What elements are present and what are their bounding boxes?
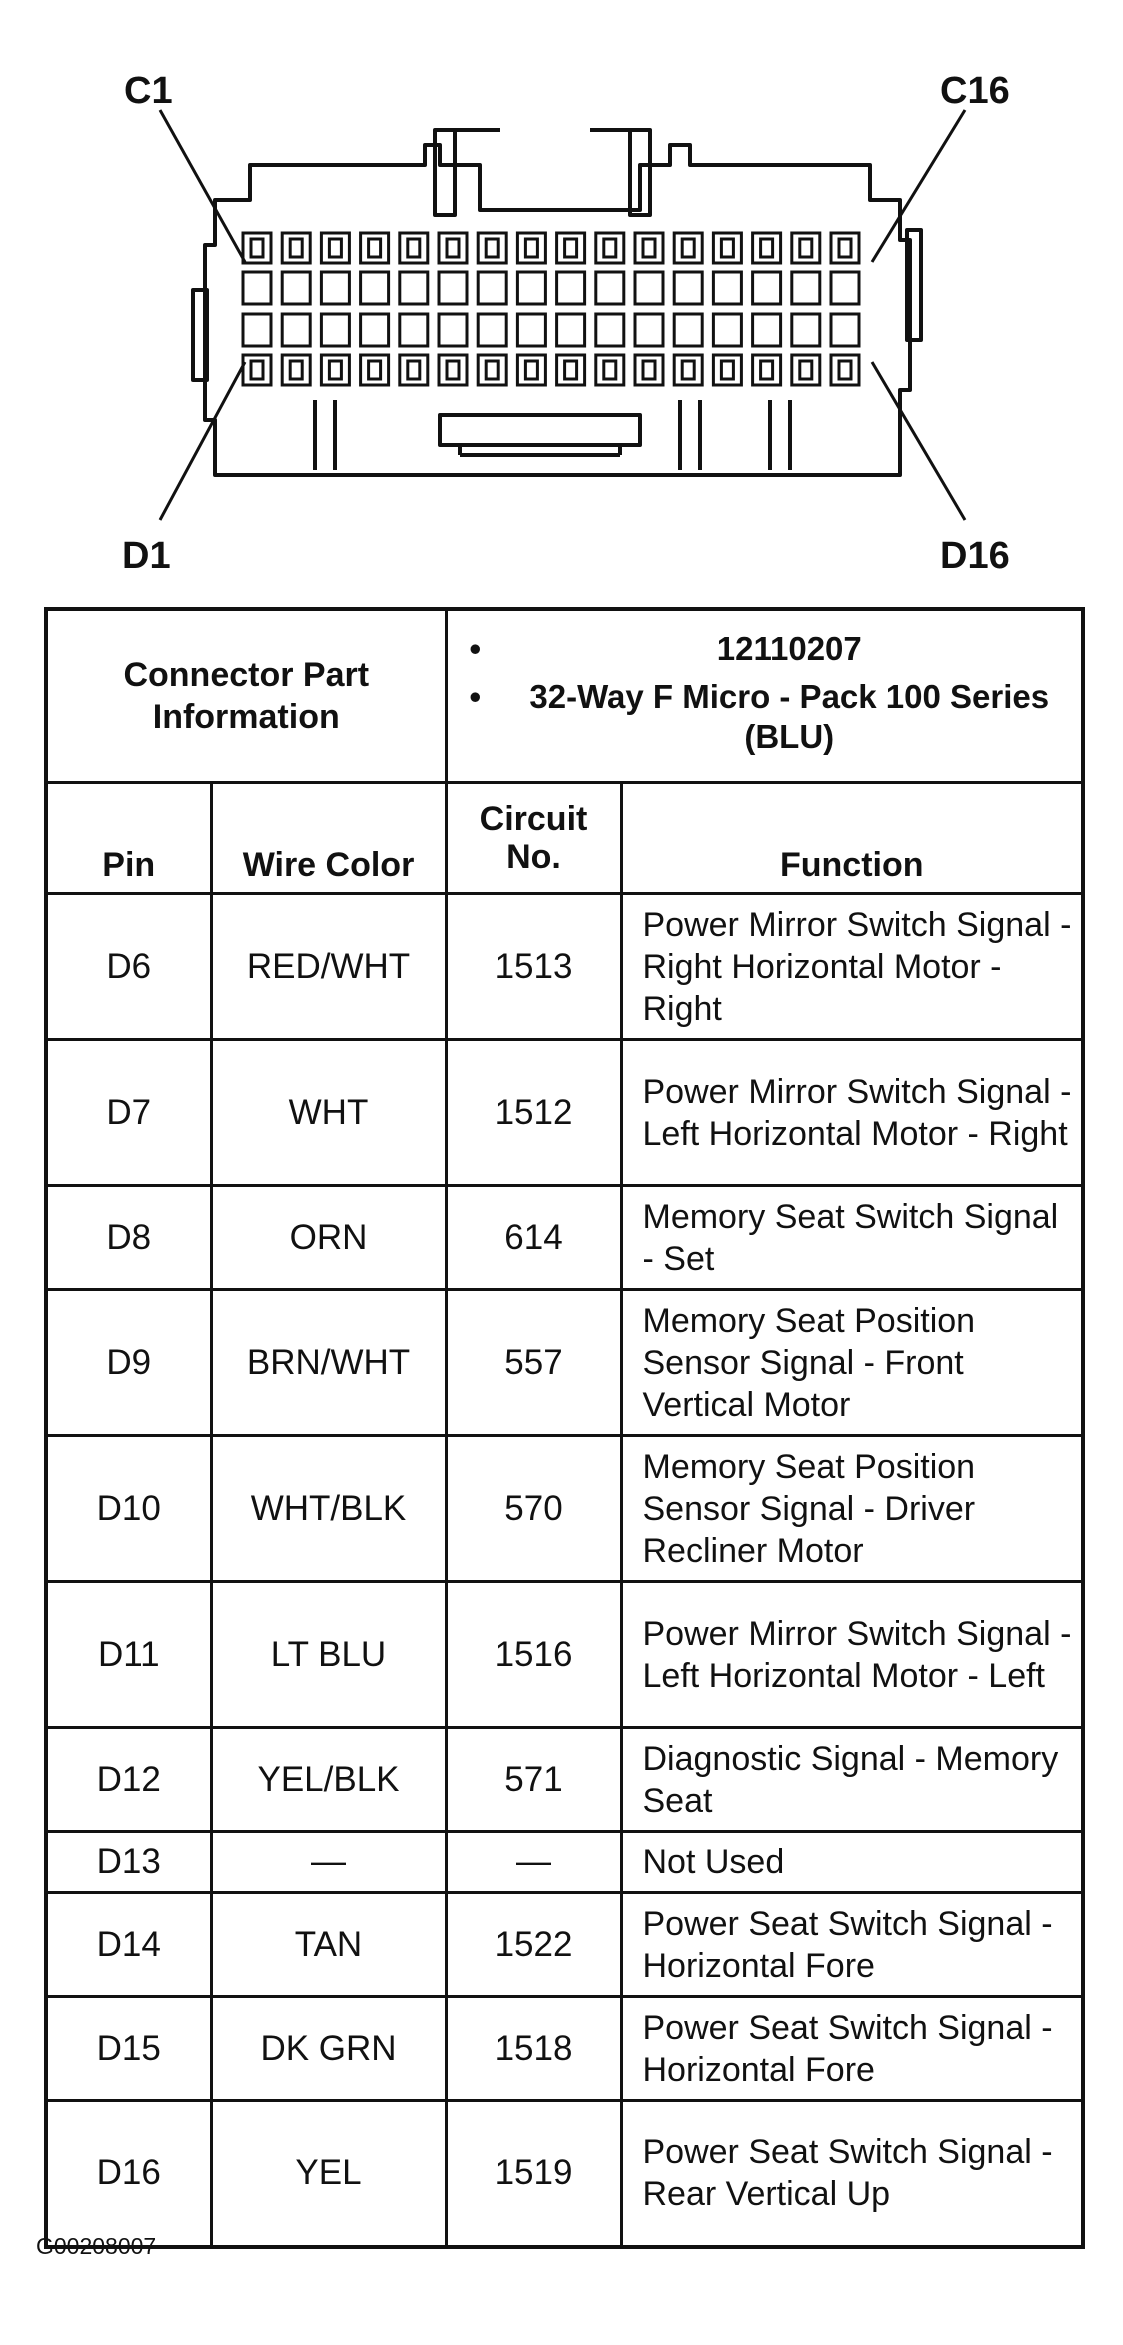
wire-color-cell: YEL/BLK [211, 1728, 446, 1832]
cavity-terminal [839, 239, 851, 257]
pin-cell: D9 [46, 1290, 211, 1436]
wire-color-cell: WHT/BLK [211, 1436, 446, 1582]
column-header-wire-color: Wire Color [211, 783, 446, 894]
cavity-terminal [604, 361, 616, 379]
column-header-function: Function [621, 783, 1083, 894]
circuit-no-cell: 1519 [446, 2101, 621, 2247]
circuit-no-cell: 614 [446, 1186, 621, 1290]
cavity [439, 314, 467, 346]
pin-cell: D16 [46, 2101, 211, 2247]
pin-label-c1: C1 [124, 70, 173, 112]
function-cell: Power Seat Switch Signal - Horizontal Fore [621, 1893, 1083, 1997]
cavity [792, 272, 820, 304]
function-cell: Power Seat Switch Signal - Horizontal Fore [621, 1997, 1083, 2101]
connector-description: • 32-Way F Micro - Pack 100 Series (BLU) [508, 677, 1072, 757]
pin-label-d1: D1 [122, 535, 171, 577]
pin-cell: D12 [46, 1728, 211, 1832]
function-cell: Not Used [621, 1832, 1083, 1893]
cavity-terminal [800, 239, 812, 257]
cavity [713, 272, 741, 304]
table-row [46, 1893, 1083, 1997]
cavity [753, 314, 781, 346]
cavity [361, 314, 389, 346]
cavity-terminal [565, 239, 577, 257]
table-row [46, 1832, 1083, 1893]
cavity [478, 314, 506, 346]
function-cell: Power Mirror Switch Signal - Right Horizontal Motor - Right [621, 894, 1083, 1040]
cavity [517, 272, 545, 304]
cavity [282, 272, 310, 304]
circuit-no-cell: 1518 [446, 1997, 621, 2101]
cavity-terminal [800, 361, 812, 379]
cavity-terminal [251, 239, 263, 257]
cavity [674, 272, 702, 304]
cavity [713, 314, 741, 346]
cavity-terminal [408, 239, 420, 257]
pin-cell: D8 [46, 1186, 211, 1290]
function-cell: Power Seat Switch Signal - Rear Vertical Up [621, 2101, 1083, 2247]
pinout-table [44, 607, 1085, 2249]
c1-leader [160, 110, 245, 262]
table-row [46, 1040, 1083, 1186]
cavity-terminal [682, 239, 694, 257]
cavity-terminal [329, 361, 341, 379]
cavity [635, 272, 663, 304]
cavity-terminal [290, 239, 302, 257]
cavity [596, 314, 624, 346]
circuit-no-cell: 557 [446, 1290, 621, 1436]
cavity [557, 314, 585, 346]
table-row [46, 1290, 1083, 1436]
cavity [517, 314, 545, 346]
cavity [243, 272, 271, 304]
cavity-terminal [525, 361, 537, 379]
cavity [635, 314, 663, 346]
pin-label-d16: D16 [940, 535, 1010, 577]
wire-color-cell: ORN [211, 1186, 446, 1290]
circuit-no-cell: 571 [446, 1728, 621, 1832]
cavity-terminal [369, 239, 381, 257]
circuit-no-cell: 1516 [446, 1582, 621, 1728]
wire-color-cell: BRN/WHT [211, 1290, 446, 1436]
function-cell: Power Mirror Switch Signal - Left Horizontal Motor - Right [621, 1040, 1083, 1186]
figure-code: G00208007 [36, 2233, 157, 2259]
cavity [831, 272, 859, 304]
cavity [674, 314, 702, 346]
cavity [321, 314, 349, 346]
connector-info-title: Connector Part Information [46, 609, 446, 783]
connector-part-number: • 12110207 [508, 629, 1072, 669]
cavity-terminal [369, 361, 381, 379]
cavity [400, 272, 428, 304]
cavity-terminal [604, 239, 616, 257]
cavity [792, 314, 820, 346]
circuit-no-cell: 1522 [446, 1893, 621, 1997]
cavity-terminal [643, 361, 655, 379]
function-cell: Memory Seat Position Sensor Signal - Driver Recliner Motor [621, 1436, 1083, 1582]
connector-info-details [446, 609, 1083, 783]
circuit-no-cell: 570 [446, 1436, 621, 1582]
table-row [46, 1186, 1083, 1290]
cavity [439, 272, 467, 304]
function-cell: Memory Seat Switch Signal - Set [621, 1186, 1083, 1290]
pin-cell: D15 [46, 1997, 211, 2101]
cavity-terminal [761, 361, 773, 379]
connector-info-row [46, 609, 1083, 783]
cavity-terminal [761, 239, 773, 257]
wire-color-cell: YEL [211, 2101, 446, 2247]
cavity [400, 314, 428, 346]
pin-cell: D6 [46, 894, 211, 1040]
cavity-terminal [565, 361, 577, 379]
circuit-no-cell: — [446, 1832, 621, 1893]
cavity-terminal [525, 239, 537, 257]
table-row [46, 1728, 1083, 1832]
circuit-no-cell: 1512 [446, 1040, 621, 1186]
d16-leader [872, 362, 965, 520]
pin-label-c16: C16 [940, 70, 1010, 112]
column-header-row [46, 783, 1083, 894]
cavity [321, 272, 349, 304]
connector-cavities [243, 233, 859, 385]
d1-leader [160, 362, 245, 520]
cavity-terminal [251, 361, 263, 379]
cavity-terminal [721, 239, 733, 257]
wire-color-cell: LT BLU [211, 1582, 446, 1728]
wire-color-cell: DK GRN [211, 1997, 446, 2101]
function-cell: Memory Seat Position Sensor Signal - Front Vertical Motor [621, 1290, 1083, 1436]
cavity [243, 314, 271, 346]
table-row [46, 1997, 1083, 2101]
wire-color-cell: — [211, 1832, 446, 1893]
cavity [596, 272, 624, 304]
cavity [831, 314, 859, 346]
wire-color-cell: RED/WHT [211, 894, 446, 1040]
pin-cell: D14 [46, 1893, 211, 1997]
cavity [478, 272, 506, 304]
function-cell: Power Mirror Switch Signal - Left Horizontal Motor - Left [621, 1582, 1083, 1728]
c16-leader [872, 110, 965, 262]
cavity [361, 272, 389, 304]
cavity-terminal [486, 361, 498, 379]
column-header-circuit-no: Circuit No. [446, 783, 621, 894]
pin-cell: D10 [46, 1436, 211, 1582]
cavity-terminal [839, 361, 851, 379]
cavity-terminal [447, 361, 459, 379]
wire-color-cell: TAN [211, 1893, 446, 1997]
function-cell: Diagnostic Signal - Memory Seat [621, 1728, 1083, 1832]
cavity-terminal [721, 361, 733, 379]
cavity-terminal [447, 239, 459, 257]
cavity-terminal [408, 361, 420, 379]
column-header-pin: Pin [46, 783, 211, 894]
wire-color-cell: WHT [211, 1040, 446, 1186]
cavity [753, 272, 781, 304]
cavity [557, 272, 585, 304]
cavity-terminal [486, 239, 498, 257]
cavity [282, 314, 310, 346]
pin-cell: D11 [46, 1582, 211, 1728]
cavity-terminal [290, 361, 302, 379]
cavity-terminal [329, 239, 341, 257]
table-row [46, 1582, 1083, 1728]
table-row [46, 2101, 1083, 2247]
cavity-terminal [682, 361, 694, 379]
circuit-no-cell: 1513 [446, 894, 621, 1040]
cavity-terminal [643, 239, 655, 257]
table-row [46, 894, 1083, 1040]
table-row [46, 1436, 1083, 1582]
pin-cell: D13 [46, 1832, 211, 1893]
pin-cell: D7 [46, 1040, 211, 1186]
